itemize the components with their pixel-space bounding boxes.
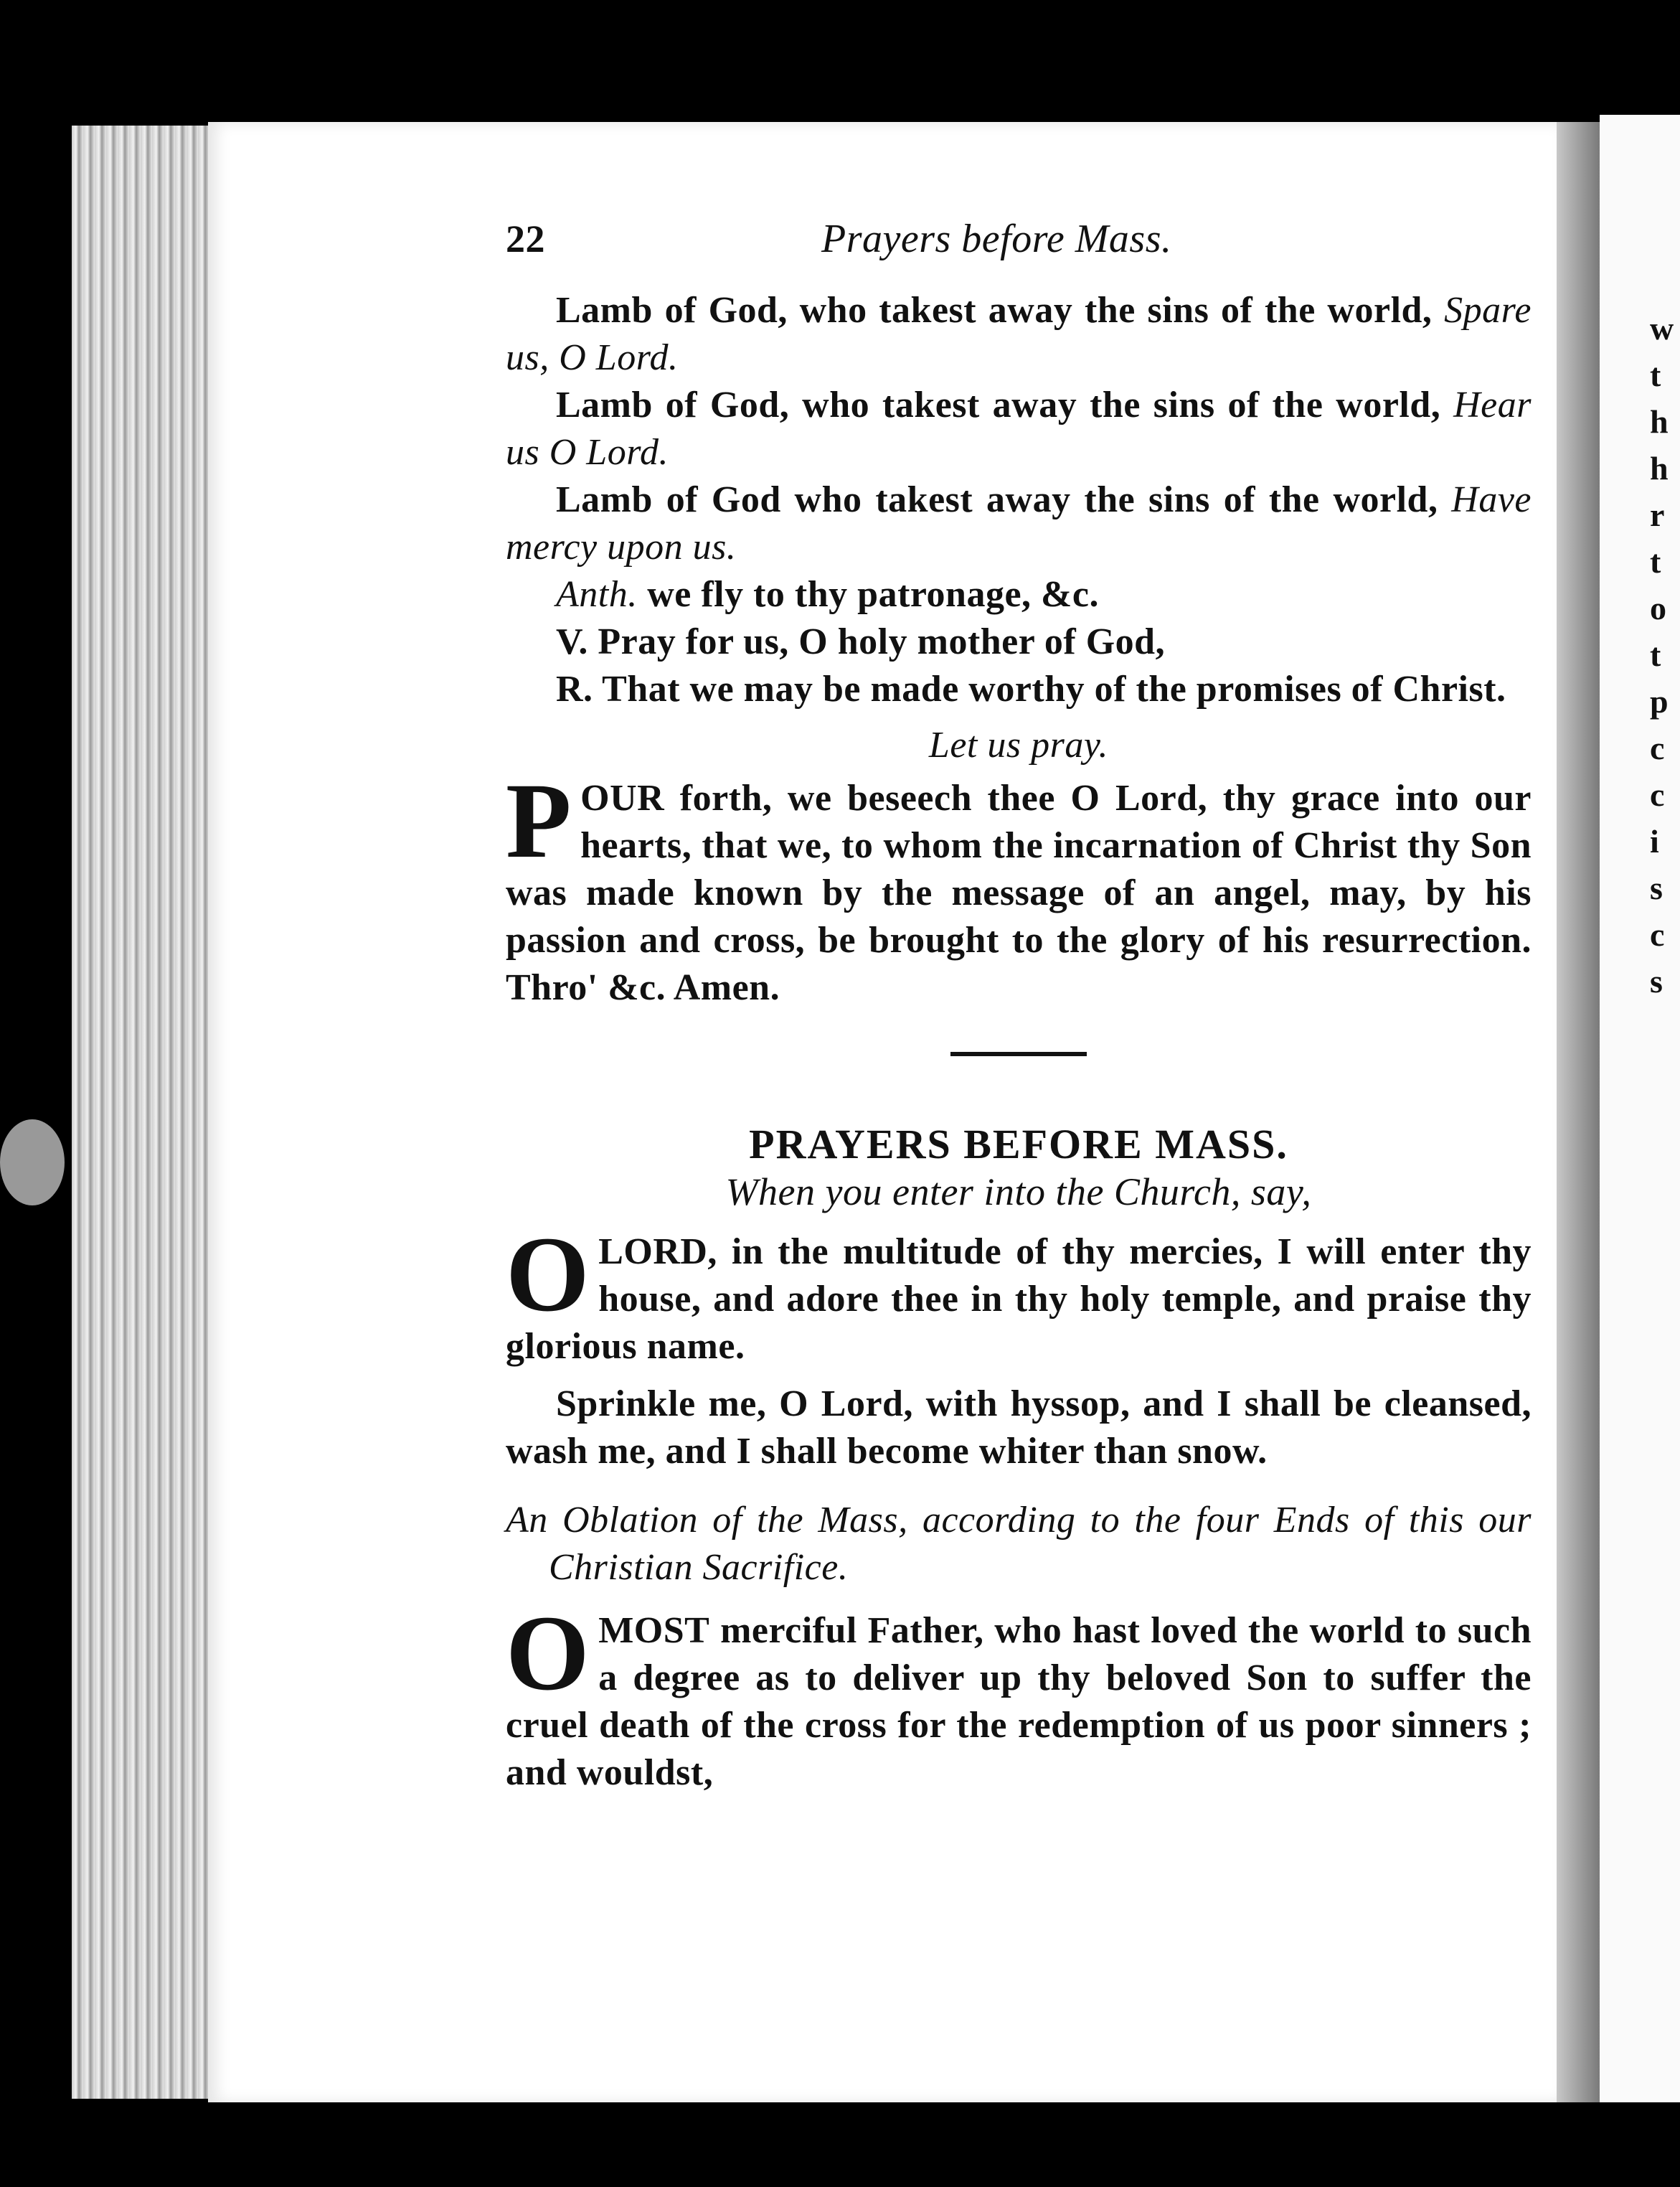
facing-page-fragment: h <box>1650 450 1669 486</box>
facing-page-fragment: c <box>1650 776 1665 813</box>
sprinkle-verse: Sprinkle me, O Lord, with hyssop, and I shall be cleansed, wash me, and I shall become whiter than snow. <box>506 1383 1532 1472</box>
facing-page-fragment: h <box>1650 403 1669 440</box>
running-head <box>506 215 1532 273</box>
facing-page-fragment: t <box>1650 357 1661 393</box>
facing-page-fragment: t <box>1650 636 1661 673</box>
facing-page-fragment: i <box>1650 823 1659 860</box>
versicle: V. Pray for us, O holy mother of God, <box>556 621 1166 662</box>
drop-cap: O <box>506 1215 590 1334</box>
section-subtitle: When you enter into the Church, say, <box>725 1170 1312 1213</box>
facing-page-fragment: c <box>1650 730 1665 766</box>
facing-page-fragment: s <box>1650 963 1663 1000</box>
oblation-heading: An Oblation of the Mass, according to the four Ends of this our Christian Sacrifice. <box>506 1500 1532 1588</box>
drop-cap: P <box>506 761 572 880</box>
drop-cap: O <box>506 1594 590 1713</box>
prayer-most-merciful: OMOST merciful Father, who hast loved the world to such a degree as to deliver up thy beloved Son to suffer the cruel death of the cross for the redemption of us poor sinners ; and wouldst, <box>506 1594 1532 1793</box>
page-content <box>506 215 1532 1797</box>
facing-page-fragment: p <box>1650 683 1669 720</box>
facing-page-fragment: s <box>1650 870 1663 906</box>
section-title: PRAYERS BEFORE MASS. <box>749 1121 1288 1167</box>
litany-line: Lamb of God who takest away the sins of the world, Have mercy upon us. <box>506 479 1532 568</box>
prayer-pour-forth: POUR forth, we beseech thee O Lord, thy grace into our hearts, that we, to whom the incarnation of Christ thy Son was made known by the message of an angel, may, by his passion and cross, be brought to the glory of his resurrection. Thro' &c. Amen. <box>506 761 1532 1008</box>
page-fold-shadow <box>1557 122 1600 2102</box>
litany-line: Lamb of God, who takest away the sins of the world, Hear us O Lord. <box>506 385 1532 473</box>
section-divider <box>950 1052 1087 1056</box>
anthem-line: Anth. we fly to thy patronage, &c. <box>556 574 1099 615</box>
facing-page-fragment: r <box>1650 497 1665 533</box>
facing-page-edge <box>1600 115 1680 2102</box>
page-number: 22 <box>506 217 545 260</box>
facing-page-fragment: c <box>1650 916 1665 953</box>
running-title: Prayers before Mass. <box>821 217 1172 261</box>
litany-line: Lamb of God, who takest away the sins of the world, Spare us, O Lord. <box>506 290 1532 378</box>
facing-page-fragment: t <box>1650 543 1661 580</box>
facing-page-fragment: w <box>1650 310 1674 347</box>
let-us-pray-heading: Let us pray. <box>928 725 1109 766</box>
scan-artifact <box>0 1119 65 1205</box>
facing-page-fragment: o <box>1650 590 1666 626</box>
prayer-o-lord: OLORD, in the multitude of thy mercies, I will enter thy house, and adore thee in thy holy temple, and praise thy glorious name. <box>506 1215 1532 1367</box>
book-gutter <box>72 126 215 2099</box>
response: R. That we may be made worthy of the promises of Christ. <box>556 669 1506 710</box>
